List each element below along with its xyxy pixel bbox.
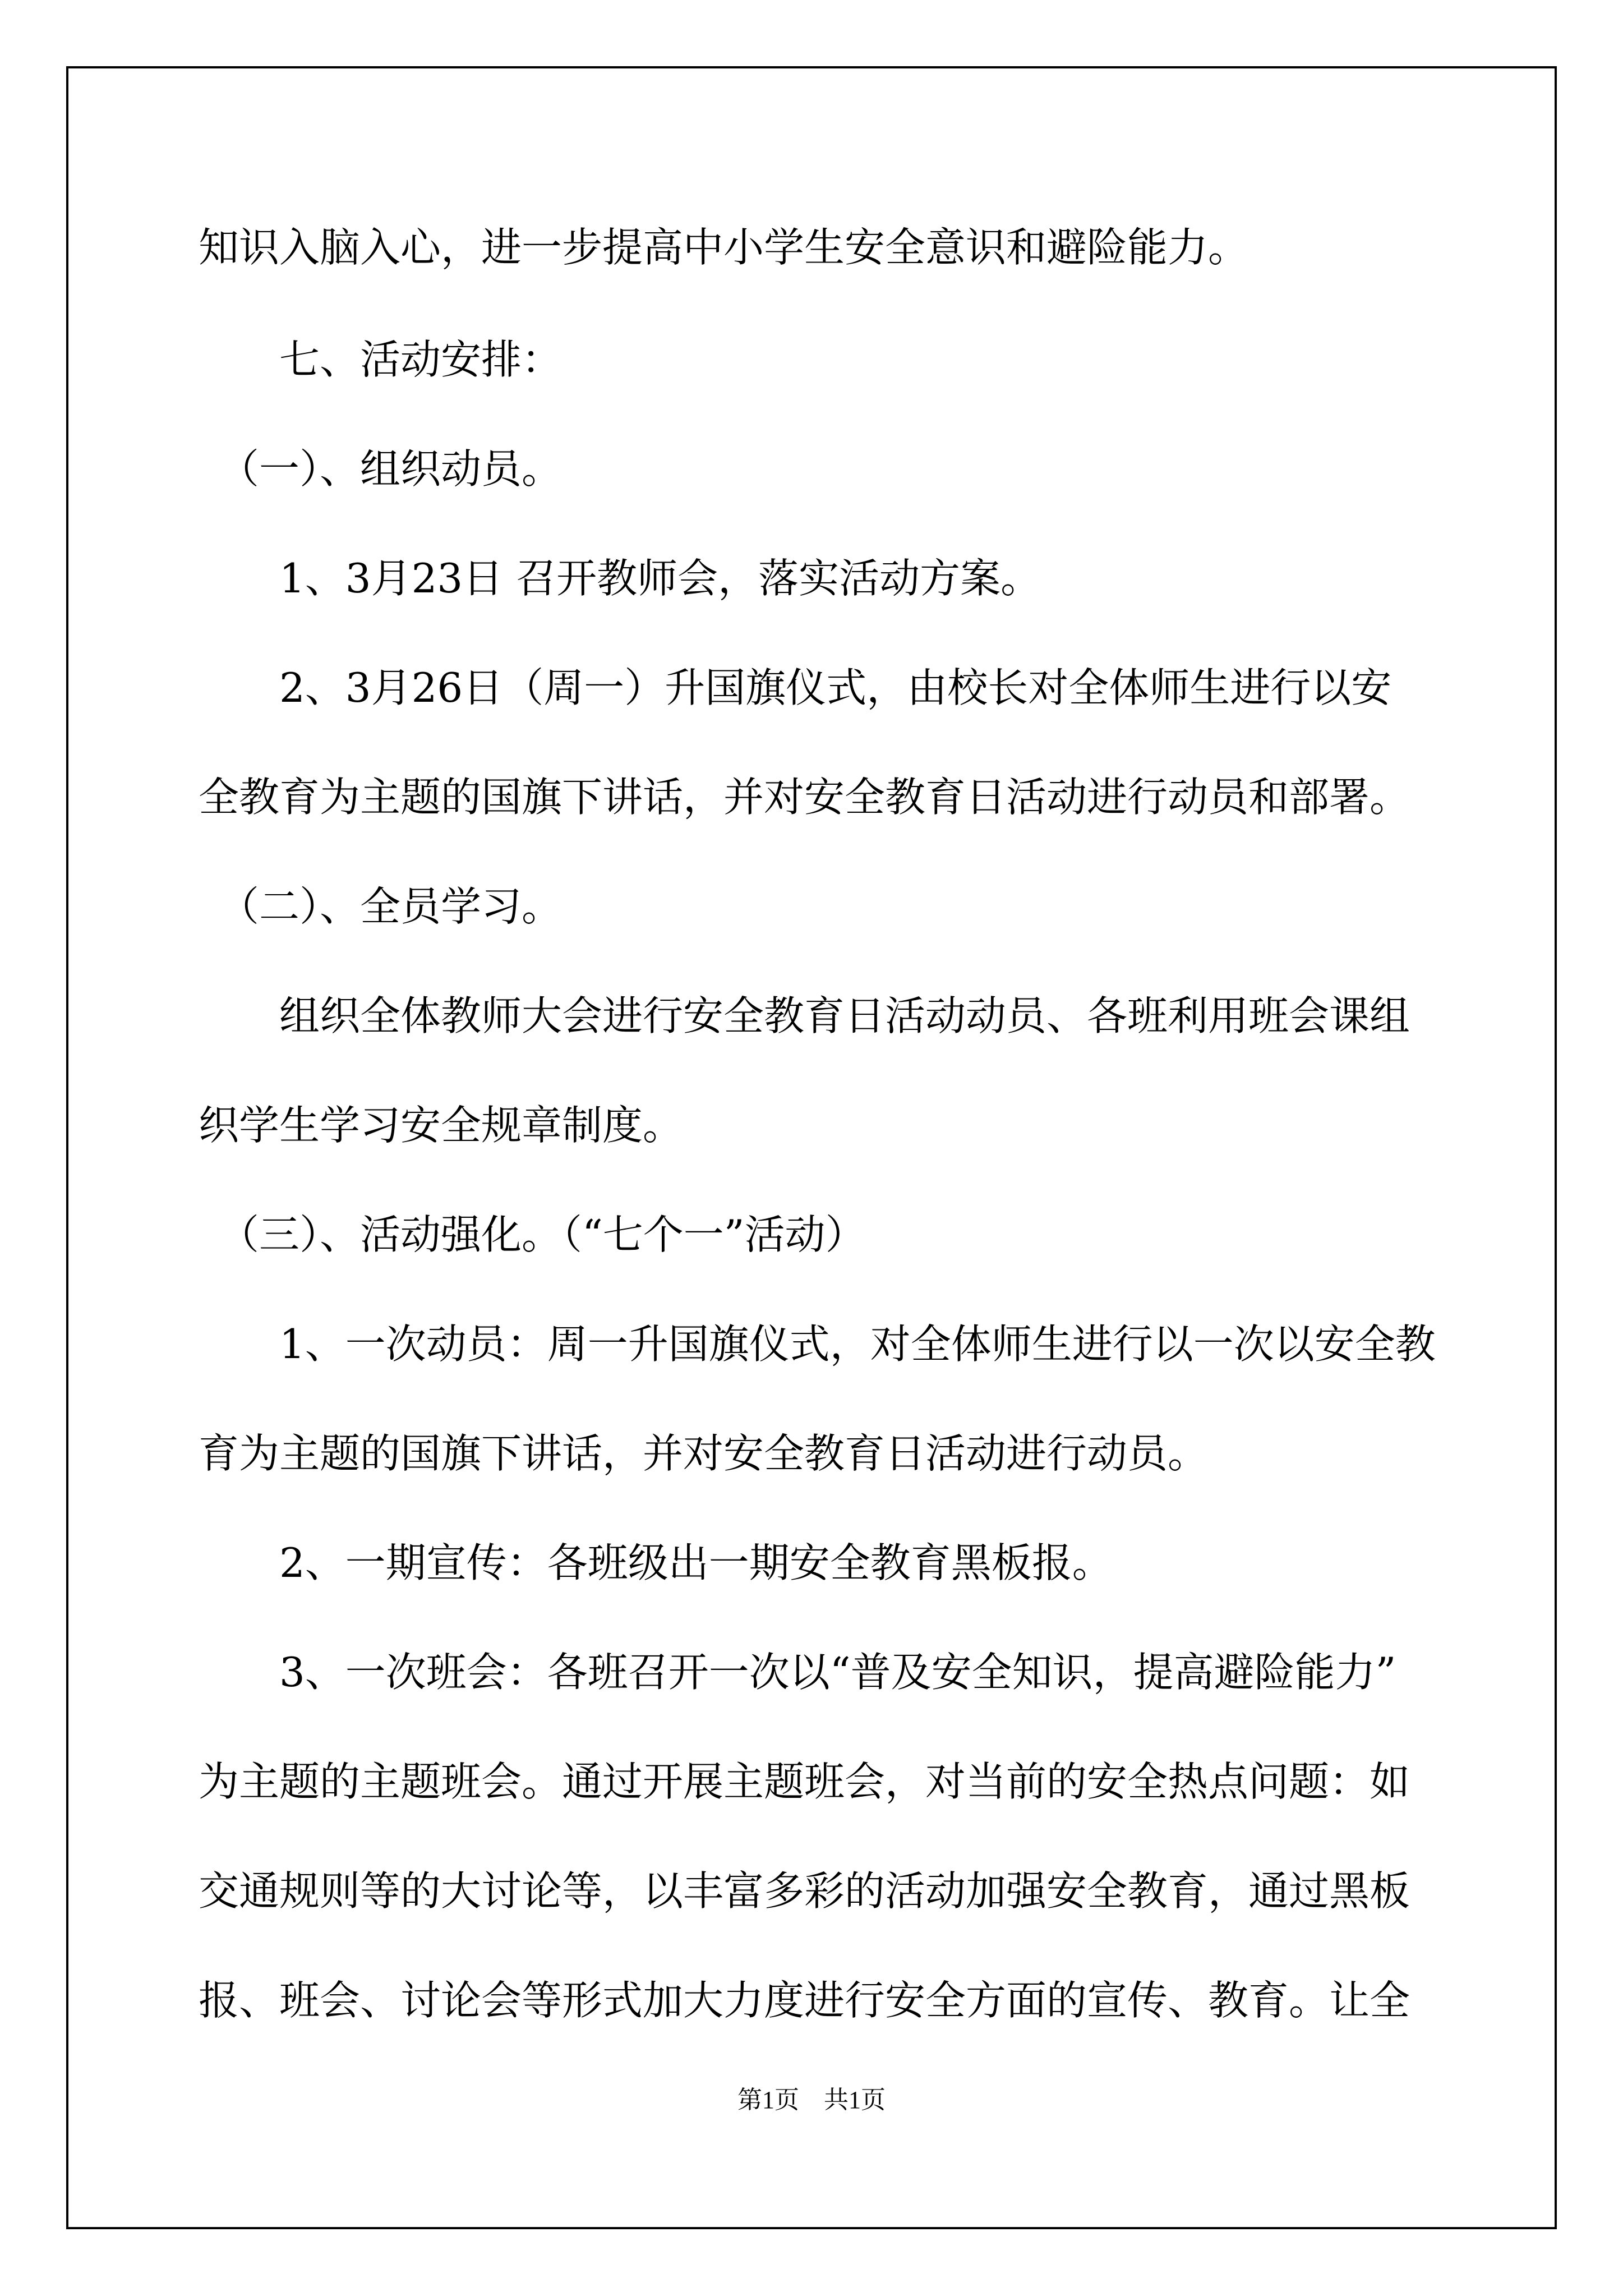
page-footer [0, 2088, 1623, 2113]
text-line: 报、班会、讨论会等形式加大力度进行安全方面的宣传、教育。让全 [199, 1977, 1410, 2024]
text-line: （三）、活动强化。（“七个一”活动） [199, 1211, 866, 1258]
text-line: （二）、全员学习。 [199, 883, 562, 930]
text-line: 2、一期宣传：各班级出一期安全教育黑板报。 [199, 1539, 1113, 1586]
text-line: 交通规则等的大讨论等，以丰富多彩的活动加强安全教育，通过黑板 [199, 1867, 1410, 1915]
page-total: 共1页 [824, 2086, 886, 2114]
text-line: 为主题的主题班会。通过开展主题班会，对当前的安全热点问题：如 [199, 1758, 1410, 1805]
page-number: 第1页 [737, 2086, 799, 2114]
text-line: 组织全体教师大会进行安全教育日活动动员、各班利用班会课组 [199, 992, 1410, 1039]
text-line: 知识入脑入心，进一步提高中小学生安全意识和避险能力。 [199, 224, 1249, 271]
text-line: 2、3月26日（周一）升国旗仪式，由校长对全体师生进行以安 [199, 664, 1392, 711]
text-line: 3、一次班会：各班召开一次以“普及安全知识，提高避险能力” [199, 1649, 1396, 1696]
text-line: 全教育为主题的国旗下讲话，并对安全教育日活动进行动员和部署。 [199, 774, 1410, 821]
text-line: 织学生学习安全规章制度。 [199, 1102, 684, 1149]
text-line: 1、3月23日 召开教师会，落实活动方案。 [199, 555, 1041, 602]
text-line: 1、一次动员：周一升国旗仪式，对全体师生进行以一次以安全教 [199, 1320, 1436, 1368]
text-line: 育为主题的国旗下讲话，并对安全教育日活动进行动员。 [199, 1430, 1209, 1477]
text-line: （一）、组织动员。 [199, 445, 562, 493]
text-line: 七、活动安排： [199, 336, 562, 383]
